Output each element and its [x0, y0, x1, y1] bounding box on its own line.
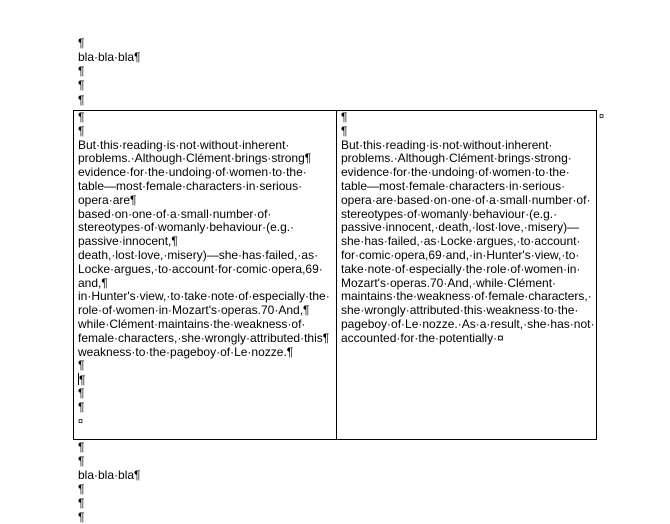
cell-line: But·this·reading·is·not·without·inherent· [78, 137, 290, 152]
paragraph-mark[interactable]: ¶ [78, 454, 85, 468]
cell-line: while·Clément·maintains·the·weakness·of· [78, 316, 306, 331]
cell-line: death,·lost·love,·misery)—she·has·failed,·as· [78, 247, 319, 262]
document-table [73, 110, 597, 440]
cell-line: she·wrongly·attributed·this·weakness·to·the· [341, 303, 579, 318]
cell-line: stereotypes·of·womanly·behaviour·(e.g.· [78, 220, 295, 235]
cell-line: passive·innocent,·death,·lost·love,·misery)— [341, 220, 580, 235]
table-cell-right[interactable] [341, 111, 596, 439]
cell-line: evidence·for·the·undoing·of·women·to·the· [341, 165, 570, 180]
cell-line: ¶ [78, 385, 85, 400]
cell-line: problems.·Although·Clément·brings·strong¶ [78, 151, 312, 166]
paragraph-mark[interactable]: ¶ [78, 510, 85, 524]
paragraph-mark[interactable]: ¶ [78, 36, 85, 50]
cell-line: pageboy·of·Le·nozze.·As·a·result,·she·has·not· [341, 316, 595, 331]
cell-line: opera·are·based·on·one·of·a·small·number·of· [341, 192, 591, 207]
cell-line: ¶ [341, 111, 348, 124]
paragraph-mark[interactable]: ¶ [78, 78, 85, 92]
cell-line: But·this·reading·is·not·without·inherent· [341, 137, 553, 152]
end-of-cell-mark: ¤ [78, 415, 84, 426]
cell-line: ¶ [78, 399, 85, 414]
cell-line: opera·are¶ [78, 192, 137, 207]
paragraph-mark[interactable]: ¶ [78, 64, 85, 78]
table-column-divider [336, 111, 337, 439]
paragraph-text[interactable]: bla·bla·bla¶ [78, 468, 141, 482]
cell-line: female·characters,·she·wrongly·attributed·this¶ [78, 330, 330, 345]
cell-line: problems.·Although·Clément·brings·strong· [341, 151, 572, 166]
cell-line: evidence·for·the·undoing·of·women·to·the· [78, 165, 307, 180]
cell-line: table—most·female·characters·in·serious· [341, 178, 566, 193]
paragraph-text[interactable]: bla·bla·bla¶ [78, 50, 141, 64]
end-of-row-mark: ¤ [599, 111, 605, 121]
cell-line: she·has·failed,·as·Locke·argues,·to·account· [341, 234, 581, 249]
cell-line: stereotypes·of·womanly·behaviour·(e.g.· [341, 206, 558, 221]
cell-line: take·note·of·especially·the·role·of·women·in· [341, 261, 581, 276]
cell-line: Locke·argues,·to·account·for·comic·opera,69· [78, 261, 323, 276]
paragraph-mark[interactable]: ¶ [78, 482, 85, 496]
cell-line: in·Hunter's·view,·to·take·note·of·especially·the· [78, 289, 330, 304]
cell-line-with-cursor [78, 373, 336, 387]
paragraph-mark[interactable]: ¶ [78, 440, 85, 454]
cell-line: Mozart's·operas.70·And,·while·Clément· [341, 275, 557, 290]
cell-line: maintains·the·weakness·of·female·characters,· [341, 289, 592, 304]
cell-line: passive·innocent,¶ [78, 234, 178, 249]
table-cell-left[interactable] [78, 111, 336, 439]
cell-line: ¶ [78, 358, 85, 373]
cell-line: ¶ [78, 111, 85, 124]
paragraph-mark[interactable]: ¶ [78, 93, 85, 107]
cell-line: ¶ [341, 123, 348, 138]
cell-line: ¶ [78, 123, 85, 138]
cell-line: weakness·to·the·pageboy·of·Le·nozze.¶ [78, 344, 294, 359]
paragraph-mark[interactable]: ¶ [78, 496, 85, 510]
cell-line: based·on·one·of·a·small·number·of· [78, 206, 272, 221]
cell-line: accounted·for·the·potentially·¤ [341, 330, 504, 345]
cell-line: and,¶ [78, 275, 108, 290]
cell-line: role·of·women·in·Mozart's·operas.70·And,¶ [78, 303, 310, 318]
cell-line-text: ¶ [79, 373, 86, 388]
cell-line: for·comic·opera,69·and,·in·Hunter's·view,·to· [341, 247, 580, 262]
cell-line: table—most·female·characters·in·serious· [78, 178, 303, 193]
